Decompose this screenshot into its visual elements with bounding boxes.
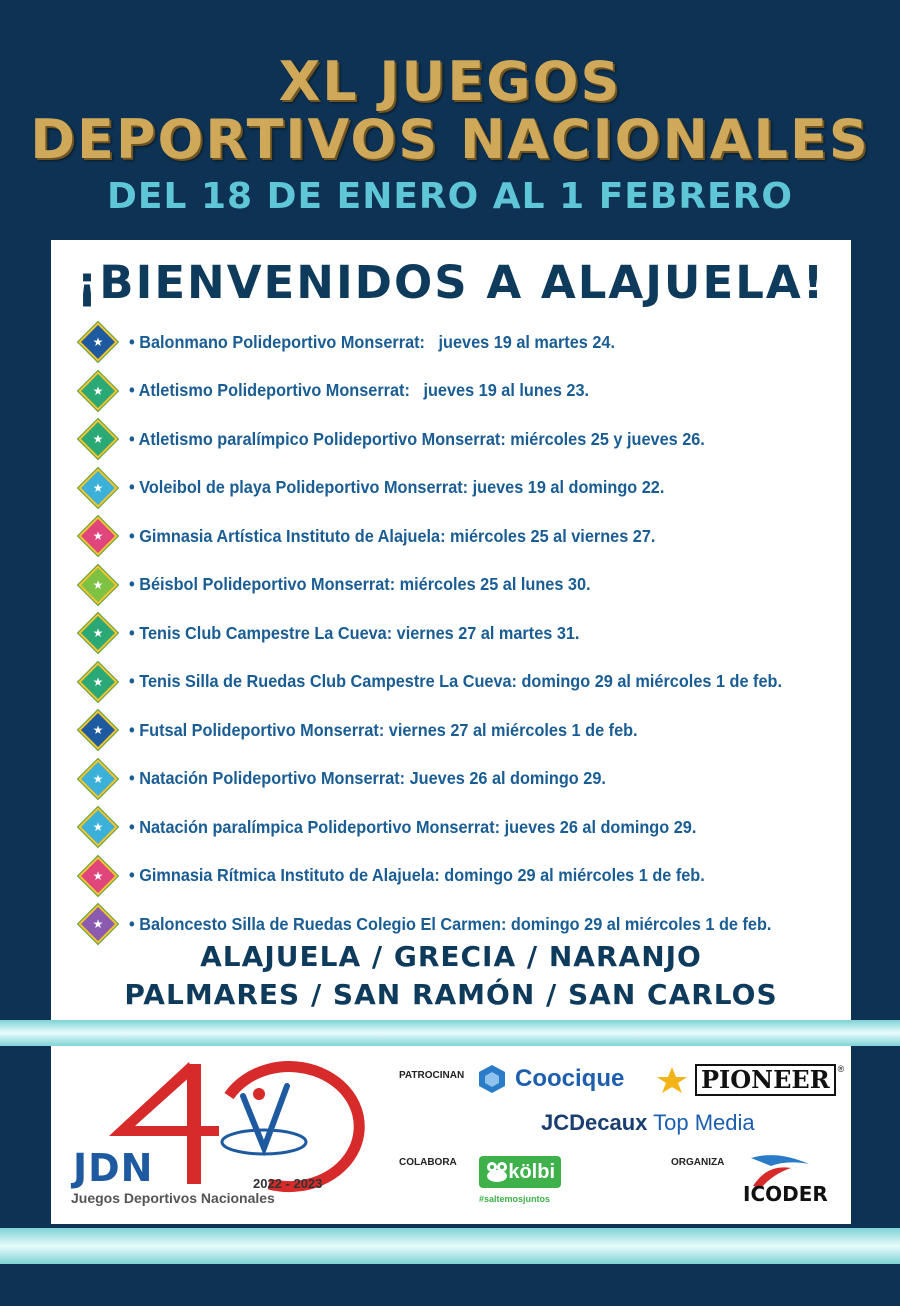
welcome-heading: ¡BIENVENIDOS A ALAJUELA! (76, 256, 826, 309)
event-row (81, 561, 851, 610)
handball-icon: ★ (81, 325, 115, 359)
event-text: • Tenis Silla de Ruedas Club Campestre La Cueva: domingo 29 al miércoles 1 de feb. (129, 671, 782, 692)
wheelchair-tennis-icon: ★ (81, 665, 115, 699)
event-row (81, 658, 851, 707)
event-text: • Atletismo paralímpico Polideportivo Monserrat: miércoles 25 y jueves 26. (129, 428, 705, 449)
jdn-years: 2022 - 2023 (253, 1176, 323, 1191)
jcdecaux-logo (541, 1110, 755, 1136)
pioneer-star-icon (655, 1065, 689, 1095)
event-text: • Natación Polideportivo Monserrat: Jueves 26 al domingo 29. (129, 768, 606, 789)
kolbi-name: kölbi (508, 1161, 555, 1183)
event-row (81, 464, 851, 513)
rhythmic-gymnastics-icon: ★ (81, 859, 115, 893)
cities-line-1: ALAJUELA / GRECIA / NARANJO (200, 940, 702, 973)
wheelchair-basketball-icon: ★ (81, 907, 115, 941)
title-line-2: DEPORTIVOS NACIONALES (30, 108, 870, 171)
kolbi-hashtag: #saltemosjuntos (479, 1194, 551, 1204)
jdn-full-name: Juegos Deportivos Nacionales (71, 1190, 275, 1206)
decorative-band-bottom (0, 1228, 900, 1264)
event-text: • Gimnasia Rítmica Instituto de Alajuela: domingo 29 al miércoles 1 de feb. (129, 865, 705, 886)
title-line-1: XL JUEGOS (278, 50, 622, 113)
event-row (81, 512, 851, 561)
pioneer-logo (655, 1064, 844, 1096)
beach-volleyball-icon: ★ (81, 471, 115, 505)
coocique-logo (477, 1064, 624, 1094)
event-text: • Natación paralímpica Polideportivo Monserrat: jueves 26 al domingo 29. (129, 816, 697, 837)
icoder-name: ICODER (743, 1182, 828, 1206)
event-text: • Voleibol de playa Polideportivo Monserrat: jueves 19 al domingo 22. (129, 477, 665, 498)
sponsors-footer (51, 1046, 851, 1224)
coocique-icon (477, 1064, 507, 1094)
coocique-name: Coocique (515, 1065, 625, 1092)
pioneer-name: PIONEER (695, 1064, 836, 1096)
event-row (81, 803, 851, 852)
para-swimming-icon: ★ (81, 810, 115, 844)
event-text: • Gimnasia Artística Instituto de Alajuela: miércoles 25 al viernes 27. (129, 525, 656, 546)
event-dates: DEL 18 DE ENERO AL 1 FEBRERO (107, 176, 793, 217)
artistic-gymnastics-icon: ★ (81, 519, 115, 553)
patrocinan-label: PATROCINAN (399, 1070, 465, 1081)
event-text: • Futsal Polideportivo Monserrat: viernes 27 al miércoles 1 de feb. (129, 719, 638, 740)
athletics-icon: ★ (81, 374, 115, 408)
event-text: • Balonmano Polideportivo Monserrat: jueves 19 al martes 24. (129, 331, 615, 352)
tennis-icon: ★ (81, 616, 115, 650)
event-row (81, 706, 851, 755)
organiza-label: ORGANIZA (671, 1157, 725, 1168)
event-text: • Atletismo Polideportivo Monserrat: jueves 19 al lunes 23. (129, 380, 590, 401)
cities-line-2: PALMARES / SAN RAMÓN / SAN CARLOS (124, 978, 778, 1011)
frog-icon (485, 1161, 509, 1183)
schedule-panel (51, 240, 851, 1020)
event-row (81, 415, 851, 464)
jcdecaux-name: JCDecaux (541, 1110, 648, 1135)
event-row (81, 852, 851, 901)
jdn-acronym: JDN (73, 1146, 154, 1190)
event-row (81, 609, 851, 658)
top-media-name: Top Media (647, 1110, 755, 1135)
swimming-icon: ★ (81, 762, 115, 796)
event-text: • Tenis Club Campestre La Cueva: viernes 27 al martes 31. (129, 622, 580, 643)
kolbi-logo (479, 1156, 561, 1188)
para-athletics-icon: ★ (81, 422, 115, 456)
event-row (81, 367, 851, 416)
events-list (81, 318, 851, 949)
registered-mark: ® (837, 1064, 845, 1074)
event-text: • Béisbol Polideportivo Monserrat: miércoles 25 al lunes 30. (129, 574, 591, 595)
event-row (81, 318, 851, 367)
futsal-icon: ★ (81, 713, 115, 747)
event-text: • Baloncesto Silla de Ruedas Colegio El Carmen: domingo 29 al miércoles 1 de feb. (129, 913, 772, 934)
baseball-icon: ★ (81, 568, 115, 602)
colabora-label: COLABORA (399, 1157, 457, 1168)
decorative-band-top (0, 1020, 900, 1046)
event-row (81, 755, 851, 804)
